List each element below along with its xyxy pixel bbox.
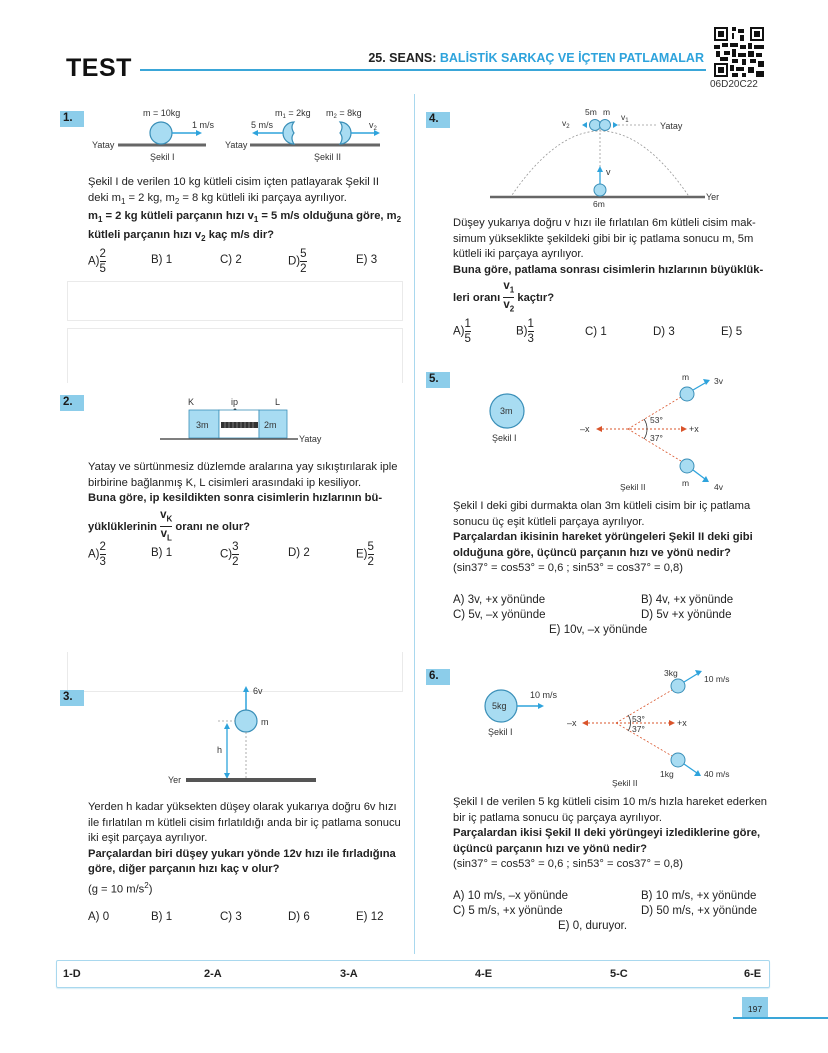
option-c[interactable]: C) $\frac{3}{2}$ — [220, 541, 239, 568]
question-5-options — [453, 594, 768, 642]
question-5-figure — [480, 368, 770, 494]
option-e[interactable]: E) 12 — [356, 911, 384, 923]
answer-key — [56, 960, 770, 988]
svg-text:6m: 6m — [593, 199, 605, 208]
svg-text:1 m/s: 1 m/s — [192, 120, 215, 130]
question-6-options — [453, 890, 768, 938]
svg-text:5kg: 5kg — [492, 701, 507, 711]
session-prefix: 25. SEANS: — [368, 51, 440, 65]
svg-text:Şekil I: Şekil I — [492, 433, 517, 443]
svg-text:53°: 53° — [632, 714, 645, 724]
svg-text:+x: +x — [677, 718, 687, 728]
question-4-options — [453, 318, 768, 344]
svg-text:v2: $v_2$ — [562, 118, 570, 130]
svg-text:Yatay: Yatay — [92, 140, 115, 150]
option-a[interactable]: A) 10 m/s, –x yönünde — [453, 890, 569, 902]
question-1-figure — [88, 102, 403, 168]
option-b[interactable]: B) 1 — [151, 254, 173, 266]
svg-text:L: L — [275, 397, 281, 407]
svg-text:10 m/s: 10 m/s — [704, 674, 730, 684]
svg-text:Şekil II: Şekil II — [314, 152, 342, 162]
answer-5: 5-C — [610, 968, 628, 980]
question-3-options — [88, 911, 403, 927]
svg-text:v1: $v_1$ — [621, 112, 629, 124]
svg-text:4v: 4v — [714, 482, 723, 492]
option-d[interactable]: D) 2 — [288, 547, 310, 559]
answer-4: 4-E — [475, 968, 493, 980]
svg-text:Şekil II: Şekil II — [612, 778, 638, 788]
question-3-text: Yerden h kadar yüksekten düşey olarak yukarıya doğru 6v hızı ile fırlatılan m kütleli cisim fırlatıldığı anda bir iç patlama sonucu iki eşit parçaya ayrılıyor. Parçalardan biri düşey yukarı yönde 12v hızı ile fırladığına göre, diğer parçanın hızı kaç v olur? (g = 10 $m/s^2$) — [88, 801, 401, 896]
question-6-figure — [480, 664, 770, 790]
option-d[interactable]: D) $\frac{5}{2}$ — [288, 248, 307, 275]
option-a[interactable]: A) 0 — [88, 911, 110, 923]
question-number-3: 3. — [60, 690, 84, 706]
svg-text:v: v — [606, 167, 611, 177]
option-e[interactable]: E) 3 — [356, 254, 378, 266]
svg-text:3m: 3m — [196, 420, 209, 430]
option-c[interactable]: C) 2 — [220, 254, 242, 266]
svg-text:m: m — [682, 478, 690, 488]
option-b[interactable]: B) 10 m/s, +x yönünde — [641, 890, 757, 902]
question-number-6: 6. — [426, 669, 450, 685]
option-b[interactable]: B) 4v, +x yönünde — [641, 594, 734, 606]
svg-text:v2: $v_2$ — [369, 120, 377, 132]
svg-text:1kg: 1kg — [660, 769, 674, 779]
svg-text:Şekil I: Şekil I — [150, 152, 175, 162]
option-e[interactable]: E) 10v, –x yönünde — [549, 624, 648, 636]
svg-text:53°: 53° — [650, 415, 663, 425]
option-a[interactable]: A) 3v, +x yönünde — [453, 594, 546, 606]
option-b[interactable]: B) 1 — [151, 547, 173, 559]
option-a[interactable]: A) $\frac{1}{5}$ — [453, 318, 471, 345]
svg-text:2m: 2m — [264, 420, 277, 430]
option-d[interactable]: D) 50 m/s, +x yönünde — [641, 905, 758, 917]
svg-text:–x: –x — [580, 424, 590, 434]
empty-box — [67, 281, 403, 321]
option-b[interactable]: B) $\frac{1}{3}$ — [516, 318, 534, 345]
question-5-text: Şekil I deki gibi durmakta olan 3m kütleli cisim bir iç patlama sonucu üç eşit kütleli parçaya ayrılıyor. Parçalardan ikisinin hareket yörüngeleri Şekil II deki gibi olduğuna göre, üçüncü parçanın hızı ve yönü nedir? (sin37° = cos53° = 0,6 ; sin53° = cos37° = 0,8) — [453, 500, 753, 574]
option-d[interactable]: D) 6 — [288, 911, 310, 923]
question-3-figure — [160, 682, 330, 788]
qr-code-icon[interactable] — [714, 27, 764, 77]
option-b[interactable]: B) 1 — [151, 911, 173, 923]
svg-text:10 m/s: 10 m/s — [530, 690, 558, 700]
svg-text:m: m — [603, 107, 611, 117]
question-1-options — [88, 248, 403, 274]
svg-text:Yatay: Yatay — [299, 434, 322, 444]
svg-text:Şekil I: Şekil I — [488, 727, 513, 737]
svg-text:Yatay: Yatay — [225, 140, 248, 150]
answer-1: 1-D — [63, 968, 81, 980]
option-d[interactable]: D) 3 — [653, 326, 675, 338]
question-4-figure — [490, 104, 730, 208]
svg-text:ip: ip — [231, 397, 239, 407]
question-number-5: 5. — [426, 372, 450, 388]
option-e[interactable]: E) 5 — [721, 326, 743, 338]
empty-box — [67, 328, 403, 383]
header-rule — [140, 69, 706, 71]
answer-2: 2-A — [204, 968, 222, 980]
option-c[interactable]: C) 3 — [220, 911, 242, 923]
svg-text:Şekil II: Şekil II — [620, 482, 646, 492]
svg-text:40 m/s: 40 m/s — [704, 769, 730, 779]
option-e[interactable]: E) 0, duruyor. — [558, 920, 628, 932]
question-2-options — [88, 541, 403, 567]
svg-text:+x: +x — [689, 424, 699, 434]
option-c[interactable]: C) 5 m/s, +x yönünde — [453, 905, 563, 917]
svg-text:5m: 5m — [585, 107, 597, 117]
svg-text:m: m — [682, 372, 690, 382]
svg-text:3v: 3v — [714, 376, 723, 386]
answer-3: 3-A — [340, 968, 358, 980]
question-2-text: Yatay ve sürtünmesiz düzlemde aralarına yay sıkıştırılarak iple birbirine bağlanmış K, L cisimleri arasındaki ip kesiliyor. Buna göre, ip kesildikten sonra cisimlerin hızlarının bü- yüklüklerinin $\frac{v_K}{v_L}$ oranı ne olur? — [88, 461, 398, 543]
svg-text:3kg: 3kg — [664, 668, 678, 678]
svg-text:K: K — [188, 397, 195, 407]
svg-text:37°: 37° — [650, 433, 663, 443]
page-number: 197 — [742, 997, 768, 1019]
answer-6: 6-E — [744, 968, 762, 980]
svg-text:m1 = 2kg: $m_1 = 2kg$ — [275, 108, 311, 120]
svg-text:Yatay: Yatay — [660, 121, 683, 131]
svg-text:Yer: Yer — [168, 775, 182, 785]
test-title: TEST — [66, 54, 132, 82]
option-a[interactable]: A) $\frac{2}{3}$ — [88, 541, 106, 568]
svg-text:6v: 6v — [253, 686, 263, 696]
svg-text:37°: 37° — [632, 724, 645, 734]
question-6-text: Şekil I de verilen 5 kg kütleli cisim 10 m/s hızla hareket ederken bir iç patlama sonucu üç parçaya ayrılıyor. Parçalardan ikisi Şekil II deki yörüngeyi izlediklerine göre, üçüncü parçanın hızı ve yönü nedir? (sin37° = cos53° = 0,6 ; sin53° = cos37° = 0,8) — [453, 796, 768, 870]
option-e[interactable]: E) $\frac{5}{2}$ — [356, 541, 374, 568]
column-divider — [414, 94, 415, 954]
svg-text:Yer: Yer — [706, 192, 720, 202]
svg-text:5 m/s: 5 m/s — [251, 120, 274, 130]
svg-text:h: h — [217, 745, 223, 755]
question-number-1: 1. — [60, 111, 84, 127]
question-number-4: 4. — [426, 112, 450, 128]
footer-rule — [733, 1017, 828, 1019]
svg-text:m = 10kg: m = 10kg — [143, 108, 181, 118]
question-number-2: 2. — [60, 395, 84, 411]
question-2-figure — [155, 394, 335, 446]
session-title — [368, 51, 704, 65]
svg-text:m: m — [261, 717, 269, 727]
question-1-text: Şekil I de verilen 10 kg kütleli cisim içten patlayarak Şekil II deki $m_1 = 2$ kg, $m_2 = 8$ kg kütleli iki parçaya ayrılıyor. $m_1 = 2$ kg kütleli parçanın hızı $v_1 = 5$ m/s olduğuna göre, $m_2$ kütleli parçanın hızı $v_2$ kaç m/s dir? — [88, 176, 402, 244]
svg-text:–x: –x — [567, 718, 577, 728]
svg-text:m2 = 8kg: $m_2 = 8kg$ — [326, 108, 362, 120]
option-c[interactable]: C) 1 — [585, 326, 607, 338]
svg-text:3m: 3m — [500, 406, 513, 416]
option-a[interactable]: A) $\frac{2}{5}$ — [88, 248, 106, 275]
qr-code-label: 06D20C22 — [710, 79, 758, 90]
session-topic: BALİSTİK SARKAÇ VE İÇTEN PATLAMALAR — [439, 51, 704, 65]
option-c[interactable]: C) 5v, –x yönünde — [453, 609, 546, 621]
option-d[interactable]: D) 5v +x yönünde — [641, 609, 732, 621]
question-4-text: Düşey yukarıya doğru v hızı ile fırlatılan 6m kütleli cisim mak- simum yükseklikte şekildeki gibi bir iç patlama sonucu m, 5m kütleli iki parçaya ayrılıyor. Buna göre, patlama sonrası cisimlerin hızlarının büyüklük- leri oranı $\frac{v_1}{v_2}$ kaçtır? — [453, 217, 764, 314]
